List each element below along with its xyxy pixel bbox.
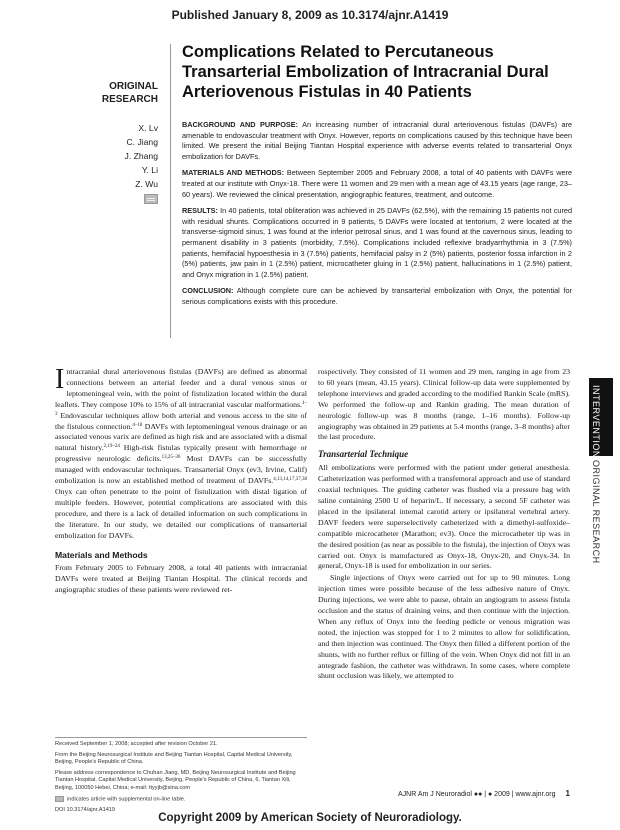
side-tab-secondary: ORIGINAL RESEARCH [591, 460, 601, 564]
author-name: Y. Li [141, 165, 158, 175]
side-tab-primary: INTERVENTIONAL [591, 385, 601, 470]
author-name: Z. Wu [135, 179, 158, 189]
abstract-results: RESULTS: In 40 patients, total obliteration was achieved in 25 DAVFs (62.5%), with the remaining 15 patients not cured with residual shunts. Complications occurred in 9 patients, 5 DAVFs were located at tentorium, 2 were located at the transverse-sigmoid sinus, 1 was found at the inferior petrosal sinus, and 1 was found at the cavernous sinus, leading to permanent disability in 3 patients (morbidity, 7.5%). Complications included reflexive bradyarrhythmia in 3 (7.5%) patients, hemifacial hypoesthesia in 3 (7.5%) patients, hemifacial palsy in 2 (5%) patients, posterior fossa infarction in 2 (5%) patients, jaw pain in 1 (2.5%) patient, microcatheter gluing in 1 (2.5%) patient, hallucinations in 1 (2.5%) patient, and Onyx migration in 1 (2.5%) patient. [182, 206, 572, 279]
title-line: Complications Related to Percutaneous [182, 43, 494, 61]
section-label [90, 80, 158, 106]
technique-paragraph: Single injections of Onyx were carried out for up to 90 minutes. Long injection times were possible because of the less adhesive nature of Onyx. During injections, we were able to pause, obtain an angiogram to assess fistula occlusion and the status of draining veins, and then continue with the injection. When any reflux of Onyx into the feeding pedicle or venous migration was noted, the injection was stopped for 1 to 2 minutes to allow for solidification, and then injection was continued. The Onyx then filled a different portion of the shunts, with no further reflux or filling of the vein. When Onyx did not fill in an antegrade fashion, the catheter was withdrawn. In some cases, where complete shunt occlusion was likely, we attempted to [318, 573, 570, 681]
journal-citation: AJNR Am J Neuroradiol ●● | ● 2009 | www.ajnr.org [397, 791, 556, 798]
supplemental-material-icon[interactable] [144, 194, 158, 204]
footnote-supplemental: indicates article with supplemental on-line table. [55, 796, 307, 804]
footnote-divider [55, 737, 307, 738]
supplemental-material-icon [55, 796, 64, 802]
author-name: J. Zhang [124, 151, 158, 161]
footnote-affiliation: From the Beijing Neurosurgical Institute and Beijing Tiantan Hospital, Capital Medical University, Beijing, People's Republic of China. [55, 751, 293, 766]
technique-heading: Transarterial Technique [318, 449, 409, 460]
side-tab-text [591, 382, 601, 564]
article-title [182, 42, 582, 102]
header-divider [170, 44, 171, 338]
published-banner: Published January 8, 2009 as 10.3174/ajnr.A1419 [171, 8, 449, 22]
technique-paragraph: All embolizations were performed with the patient under general anesthesia. Catheterization was performed with a transfemoral approach and use of standard coaxial techniques. The guiding catheter was flushed via a pressure bag with saline containing 2500 U of heparin/L. If necessary, a second 5F catheter was placed in the ipsilateral internal carotid artery or ipsilateral vertebral artery. DAVF feeders were superselectively catheterized with a dimethyl-sulfoxide–compatible microcatheter (Marathon; ev3). Once the microcatheter tip was in the desired position (as near as possible to the fistula), the injection of Onyx was carried out. Onyx is manufactured as Onyx-18, Onyx-20, and Onyx-34. In general, Onyx-18 is used for embolization in our series. [318, 463, 570, 571]
abstract [182, 120, 572, 314]
footnote-correspondence: Please address correspondence to Chuhan Jiang, MD, Beijing Neurosurgical Institute and Beijing Tiantan Hospital, Capital Medical University, Beijing, People's Republic of China, 6, Tiantan Xili, Beijing, 100050 Hebei, China; e-mail: ttyyjb@sina.com [55, 769, 296, 791]
intro-paragraph: Intracranial dural arteriovenous fistulas (DAVFs) are defined as abnormal connections between an arterial feeder and a dural venous sinus or leptomeningeal vein, with the point of fistulization located within the dural leaflets. They compose 10% to 15% of all intracranial vascular malformations.$^{1-3}$ Endovascular techniques allow both arterial and venous access to the site of the fistulous connection.$^{4-18}$ DAVFs with leptomeningeal venous drainage or an associated venous varix are defined as high risk and are associated with a dismal natural history.$^{2,19-24}$ High-risk fistulas typically present with hemorrhage or progressive neurologic deficits.$^{13,25-36}$ Most DAVFs can be successfully managed with endovascular techniques. Transarterial Onyx (ev3, Irvine, Calif) embolization is now an established method of treatment of DAVFs.$^{4,13,14,17,37,38}$ Onyx can often penetrate to the point of fistulization with distal ligation of multiple feeders. However, potential complications are associated with this procedure, and there is a lack of detailed information on such complications in the literature. In our study, we detailed our complications of transarterial embolization for DAVFs. [55, 364, 307, 540]
abstract-methods: MATERIALS AND METHODS: Between September 2005 and February 2008, a total of 40 patients with DAVFs were treated at our institute with Onyx-18. There were 11 women and 29 men with a mean age of 43.15 years (age range, 23–60 years). We reviewed the clinical presentation, angiographic features, treatment, and outcome. [182, 168, 573, 199]
section-label-line2: RESEARCH [101, 94, 158, 105]
body-column-right [318, 367, 570, 683]
author-name: C. Jiang [126, 137, 158, 147]
methods-continued: rospectively. They consisted of 11 women and 29 men, ranging in age from 23 to 60 years (mean, 43.15 years). Clinical follow-up data were supplemented by telephone interviews and graded according to the modified Rankin Scale (mRS). We performed the follow-up and Rankin grading. The mean duration of neurologic follow-up was 8 months (range, 1–16 months). Follow-up angiography was obtained in 29 patients at 5.4 months (range, 3–8 months) after the last procedure. [318, 367, 570, 442]
abstract-background: BACKGROUND AND PURPOSE: An increasing number of intracranial dural arteriovenous fistulas (DAVFs) are amenable to endovascular treatment with Onyx. However, reports on complications caused by this technique have been limited. We present the initial Beijing Tiantan Hospital experience with adverse events related to transarterial Onyx embolization for DAVFs. [182, 120, 573, 161]
section-label-line1: ORIGINAL [109, 81, 158, 92]
author-list [90, 121, 158, 208]
footnote-received: Received September 1, 2008; accepted after revision October 21. [55, 741, 218, 747]
page-footer [318, 789, 570, 798]
drop-cap: I [55, 364, 65, 395]
body-column-left [55, 364, 307, 597]
author-name: X. Lv [138, 123, 158, 133]
footnotes [55, 741, 307, 817]
methods-paragraph: From February 2005 to February 2008, a total 40 patients with intracranial DAVFs were treated at Beijing Tiantan Hospital. The clinical records and angiographic studies of these patients were reviewed ret- [55, 563, 307, 595]
page-number: 1 [565, 789, 570, 798]
methods-heading: Materials and Methods [55, 549, 148, 560]
copyright-banner: Copyright 2009 by American Society of Neuroradiology. [158, 812, 462, 824]
title-line: Transarterial Embolization of Intracranial Dural [182, 63, 549, 81]
footnote-doi: DOI 10.3174/ajnr.A1419 [55, 806, 116, 813]
abstract-conclusion: CONCLUSION: Although complete cure can be achieved by transarterial embolization with Onyx, the potential for serious complications exists with this procedure. [182, 286, 572, 306]
section-side-tab [582, 378, 620, 600]
title-line: Arteriovenous Fistulas in 40 Patients [182, 83, 472, 101]
